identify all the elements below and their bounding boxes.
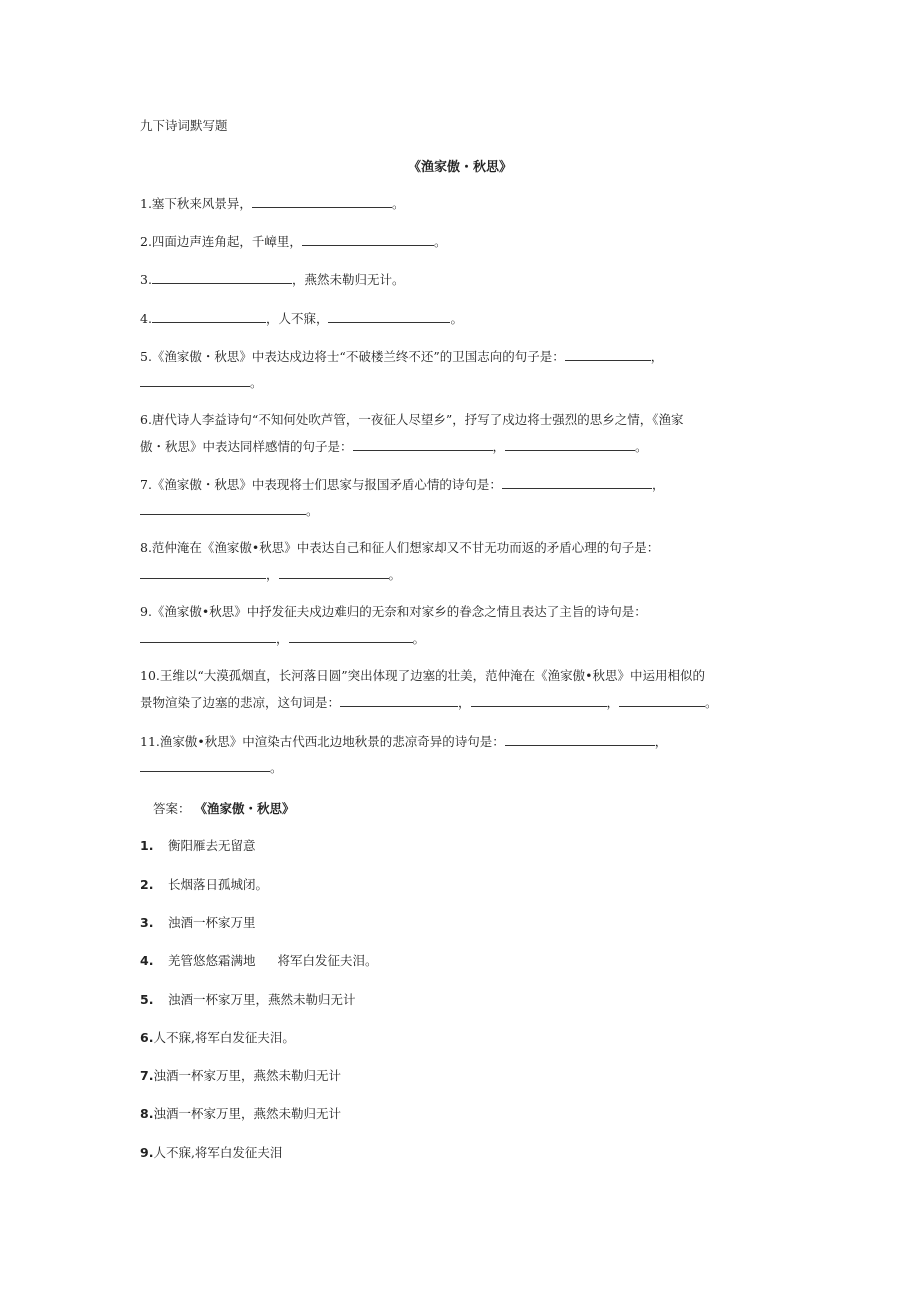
answer-blank[interactable] <box>619 694 705 707</box>
answer-blank[interactable] <box>302 233 434 246</box>
question-11-cont <box>140 759 283 776</box>
question-9: 9.《渔家傲•秋思》中抒发征夫戍边难归的无奈和对家乡的眷念之情且表达了主旨的诗句是： <box>140 604 647 619</box>
question-7 <box>140 476 664 493</box>
question-punct: ， <box>654 734 668 749</box>
answer-2 <box>140 875 268 893</box>
answer-number: 9. <box>140 1145 154 1160</box>
answer-blank[interactable] <box>340 694 458 707</box>
answer-text: 人不寐,将军白发征夫泪 <box>153 1145 283 1160</box>
question-text: 景物渲染了边塞的悲凉，这句词是： <box>140 695 341 710</box>
question-3 <box>140 271 404 288</box>
answer-blank[interactable] <box>471 694 607 707</box>
answer-blank[interactable] <box>502 476 652 489</box>
answer-blank[interactable] <box>152 310 266 323</box>
question-11 <box>140 733 667 750</box>
question-8-cont <box>140 566 401 583</box>
question-punct: ， <box>650 349 664 364</box>
question-4 <box>140 310 463 327</box>
question-punct: 。 <box>705 695 718 710</box>
answer-text: 衡阳雁去无留意 <box>168 838 256 853</box>
answer-7 <box>140 1066 341 1084</box>
question-punct: 。 <box>250 375 263 390</box>
question-text: 5.《渔家傲・秋思》中表达戍边将士“不破楼兰终不还”的卫国志向的句子是： <box>140 349 565 364</box>
answer-text: 人不寐,将军白发征夫泪。 <box>153 1030 295 1045</box>
question-punct: 。 <box>388 567 402 582</box>
answer-title: 《渔家傲・秋思》 <box>194 801 295 816</box>
answer-blank[interactable] <box>505 733 655 746</box>
question-text: ，人不寐， <box>265 311 329 326</box>
answer-text: 长烟落日孤城闭。 <box>168 877 269 892</box>
answer-5 <box>140 990 356 1008</box>
answer-label: 答案： <box>153 801 191 816</box>
question-punct: ， <box>266 567 279 582</box>
question-5-cont <box>140 374 263 391</box>
answer-number: 4. <box>140 953 154 968</box>
question-6-cont <box>140 438 648 455</box>
answer-text: 浊酒一杯家万里 <box>168 915 256 930</box>
answer-number: 8. <box>140 1106 154 1121</box>
question-8: 8.范仲淹在《渔家傲•秋思》中表达自己和征人们想家却又不甘无功而返的矛盾心理的句子是： <box>140 540 660 555</box>
answer-blank[interactable] <box>565 348 651 361</box>
question-text: 11.渔家傲•秋思》中渲染古代西北边地秋景的悲凉奇异的诗句是： <box>140 734 505 749</box>
question-7-cont <box>140 502 319 519</box>
question-text: 傲・秋思》中表达同样感情的句子是： <box>140 439 353 454</box>
question-punct: ， <box>458 695 471 710</box>
question-text: 4. <box>140 311 152 326</box>
question-1 <box>140 195 404 212</box>
answer-blank[interactable] <box>140 374 250 387</box>
question-punct: 。 <box>391 196 405 211</box>
answer-number: 6. <box>140 1030 154 1045</box>
answer-6 <box>140 1028 295 1046</box>
question-punct: 。 <box>433 234 447 249</box>
doc-heading: 九下诗词默写题 <box>140 118 228 133</box>
question-9-cont <box>140 630 425 647</box>
question-text: 3. <box>140 272 152 287</box>
answer-number: 3. <box>140 915 154 930</box>
question-punct: 。 <box>270 760 283 775</box>
answer-number: 2. <box>140 877 154 892</box>
answer-blank[interactable] <box>140 759 270 772</box>
question-punct: 。 <box>306 503 319 518</box>
question-text: 1.塞下秋来风景异， <box>140 196 252 211</box>
question-punct: ， <box>492 439 506 454</box>
answer-8 <box>140 1104 341 1122</box>
question-text: 7.《渔家傲・秋思》中表现将士们思家与报国矛盾心情的诗句是： <box>140 477 502 492</box>
answer-text: 浊酒一杯家万里，燕然未勒归无计 <box>168 992 356 1007</box>
answer-4 <box>140 951 378 969</box>
question-punct: 。 <box>450 311 463 326</box>
answer-blank[interactable] <box>252 195 392 208</box>
answer-blank[interactable] <box>140 502 306 515</box>
answer-text: 将军白发征夫泪。 <box>277 953 378 968</box>
answer-heading <box>153 799 295 817</box>
answer-blank[interactable] <box>289 630 413 643</box>
question-10: 10.王维以“大漠孤烟直，长河落日圆”突出体现了边塞的壮美，范仲淹在《渔家傲•秋思》中运用相似的 <box>140 668 706 683</box>
question-punct: 。 <box>635 439 648 454</box>
question-punct: ， <box>651 477 665 492</box>
question-punct: ， <box>276 631 289 646</box>
question-2 <box>140 233 446 250</box>
answer-text: 羌管悠悠霜满地 <box>168 953 256 968</box>
answer-number: 5. <box>140 992 154 1007</box>
answer-blank[interactable] <box>328 310 450 323</box>
question-5 <box>140 348 663 365</box>
answer-number: 7. <box>140 1068 154 1083</box>
question-10-cont <box>140 694 718 711</box>
answer-blank[interactable] <box>152 271 292 284</box>
question-6: 6.唐代诗人李益诗句“不知何处吹芦管，一夜征人尽望乡”，抒写了戍边将士强烈的思乡之情，《渔家 <box>140 412 684 427</box>
answer-blank[interactable] <box>140 566 266 579</box>
question-punct: 。 <box>412 631 426 646</box>
question-punct: ， <box>606 695 620 710</box>
answer-blank[interactable] <box>279 566 389 579</box>
question-text: 2.四面边声连角起，千嶂里， <box>140 234 302 249</box>
answer-text: 浊酒一杯家万里，燕然未勒归无计 <box>153 1068 341 1083</box>
answer-1 <box>140 836 256 854</box>
doc-title: 《渔家傲・秋思》 <box>407 160 512 175</box>
question-text: ，燕然未勒归无计。 <box>291 272 405 287</box>
answer-blank[interactable] <box>140 630 276 643</box>
answer-text: 浊酒一杯家万里，燕然未勒归无计 <box>153 1106 341 1121</box>
answer-number: 1. <box>140 838 154 853</box>
answer-9 <box>140 1143 282 1161</box>
answer-blank[interactable] <box>505 438 635 451</box>
answer-blank[interactable] <box>353 438 493 451</box>
answer-3 <box>140 913 256 931</box>
